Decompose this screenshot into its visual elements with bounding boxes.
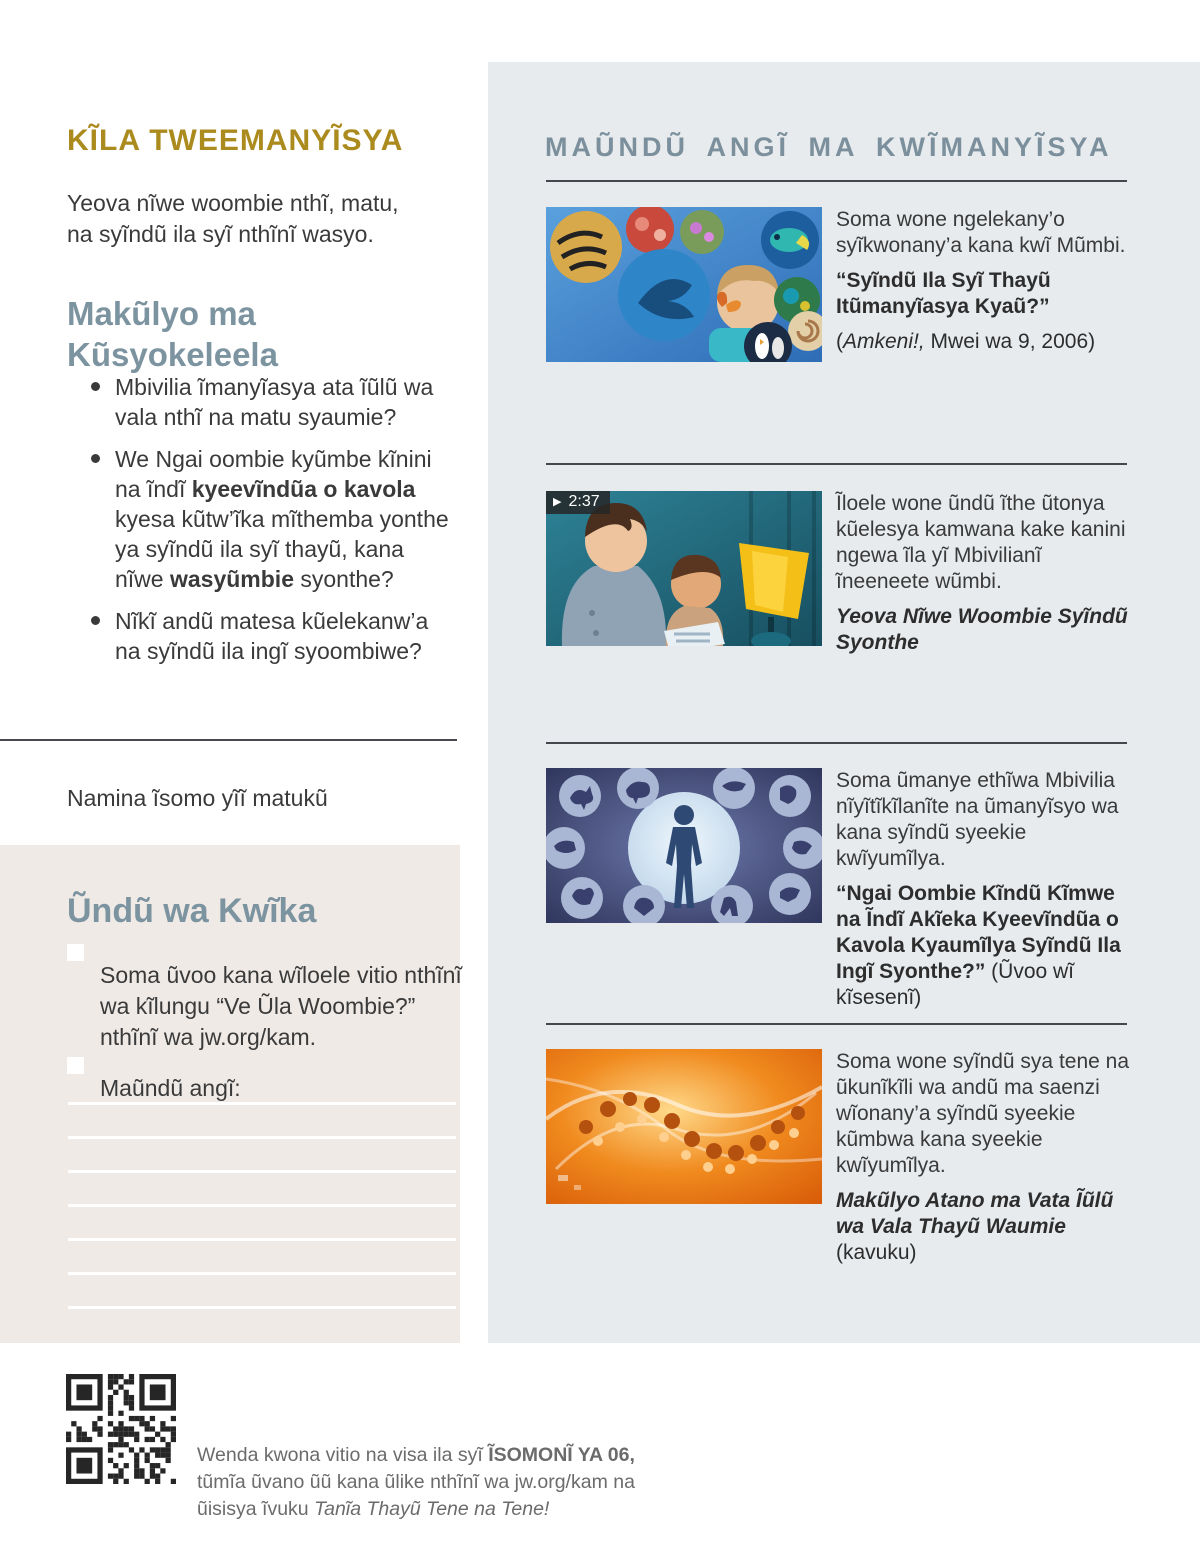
item-reference: “Syĩndũ Ila Syĩ Thayũ Itũmanyĩasya Kyaũ?”: [836, 269, 1051, 318]
more-info-text: [836, 768, 1130, 1011]
item-description: Ĩloele wone ũndũ ĩthe ũtonya kũelesya kamwana kake kanini ngewa ĩla yĩ Mbivilianĩ ĩneeneete wũmbi.: [836, 492, 1126, 593]
writing-line: [68, 1102, 456, 1105]
father-son-video-image: [546, 491, 822, 646]
writing-line: [68, 1170, 456, 1173]
writing-line: [68, 1204, 456, 1207]
more-info-item: [546, 491, 1130, 656]
todo-item-1: Soma ũvoo kana wĩloele vitio nthĩnĩ wa kĩlungu “Ve Ũla Woombie?” nthĩnĩ wa jw.org/kam.: [100, 962, 462, 1050]
lesson-intro: Yeova nĩwe woombie nthĩ, matu, na syĩndũ ila syĩ nthĩnĩ wasyo.: [67, 190, 399, 247]
more-info-text: [836, 1049, 1130, 1266]
video-duration: 2:37: [568, 493, 600, 510]
writing-line: [68, 1272, 456, 1275]
item-reference: “Ngai Oombie Kĩndũ Kĩmwe na Ĩndĩ Akĩeka Kyeevĩndũa o Kavola Kyaumĩlya Syĩndũ Ila Ingĩ Syonthe?” (Ũvoo wĩ kĩsesenĩ): [836, 882, 1121, 1009]
review-question: Nĩkĩ andũ matesa kũelekanw’a na syĩndũ ila ingĩ syoombiwe?: [67, 606, 449, 666]
more-info-text: [836, 207, 1130, 355]
item-divider: [546, 180, 1127, 182]
more-info-item: [546, 768, 1130, 1011]
item-description: Soma wone ngelekany’o syĩkwonany’a kana kwĩ Mũmbi.: [836, 208, 1126, 257]
item-divider: [546, 463, 1127, 465]
qr-caption: Wenda kwona vitio na visa ila syĩ ĨSOMONĨ YA 06, tũmĩa ũvano ũũ kana ũlike nthĩnĩ wa jw.org/kam na ũisisya ĩvuku Tanĩa Thayũ Tene na Tene!: [197, 1443, 635, 1520]
item-source: (Amkeni!, Mwei wa 9, 2006): [836, 330, 1096, 353]
todo-checkbox-2[interactable]: [67, 1057, 84, 1074]
human-and-animals-thumbnail[interactable]: [546, 768, 822, 923]
item-divider: [546, 1023, 1127, 1025]
more-info-item: [546, 207, 1130, 362]
item-reference: Makũlyo Atano ma Vata Ĩũlũ wa Vala Thayũ Waumie (kavuku): [836, 1189, 1114, 1264]
bullet-icon: [91, 616, 100, 625]
more-info-heading: MAŨNDŨ ANGĨ MA KWĨMANYĨSYA: [545, 132, 1113, 163]
bullet-icon: [91, 454, 100, 463]
lesson-title: KĨLA TWEEMANYĨSYA: [67, 124, 404, 158]
dna-orange-thumbnail[interactable]: [546, 1049, 822, 1204]
item-description: Soma wone syĩndũ sya tene na ũkunĩkĩli wa andũ ma saenzi wĩonany’a syĩndũ syeekie kũmbwa kana syeekie kwĩyumĩlya.: [836, 1050, 1130, 1177]
todo-heading: Ũndũ wa Kwĩka: [67, 892, 317, 931]
item-reference: Yeova Nĩwe Woombie Syĩndũ Syonthe: [836, 605, 1128, 654]
item-divider: [546, 742, 1127, 744]
more-info-text: [836, 491, 1130, 656]
bullet-icon: [91, 382, 100, 391]
more-info-item: [546, 1049, 1130, 1266]
review-questions-heading: Makũlyo ma Kũsyokeleela: [67, 295, 278, 374]
review-question: We Ngai oombie kyũmbe kĩnini na ĩndĩ kyeevĩndũa o kavola kyesa kũtw’ĩka mĩthemba yonthe ya syĩndũ ila syĩ thayũ, kana nĩwe wasyũmbie syonthe?: [67, 444, 449, 594]
left-section-divider: [0, 739, 457, 741]
writing-line: [68, 1306, 456, 1309]
qr-code: [66, 1374, 176, 1484]
writing-line: [68, 1238, 456, 1241]
review-questions-list: [67, 372, 449, 678]
finish-lesson-note: Namina ĩsomo yĩĩ matukũ: [67, 785, 328, 811]
todo-item-2: Maũndũ angĩ:: [100, 1075, 241, 1101]
creation-collage-image: [546, 207, 822, 362]
item-description: Soma ũmanye ethĩwa Mbivilia nĩyĩtĩkĩlanĩte na ũmanyĩsyo wa kana syĩndũ syeekie kwĩyumĩlya.: [836, 769, 1119, 870]
father-son-video-thumbnail[interactable]: [546, 491, 822, 646]
video-duration-badge: [546, 491, 610, 514]
dna-orange-image: [546, 1049, 822, 1204]
human-and-animals-image: [546, 768, 822, 923]
todo-checkbox-1[interactable]: [67, 944, 84, 961]
writing-lines: [68, 1102, 456, 1340]
play-icon: ▶: [553, 495, 562, 508]
creation-collage-thumbnail[interactable]: [546, 207, 822, 362]
writing-line: [68, 1136, 456, 1139]
review-question: Mbivilia ĩmanyĩasya ata ĩũlũ wa vala nthĩ na matu syaumie?: [67, 372, 449, 432]
